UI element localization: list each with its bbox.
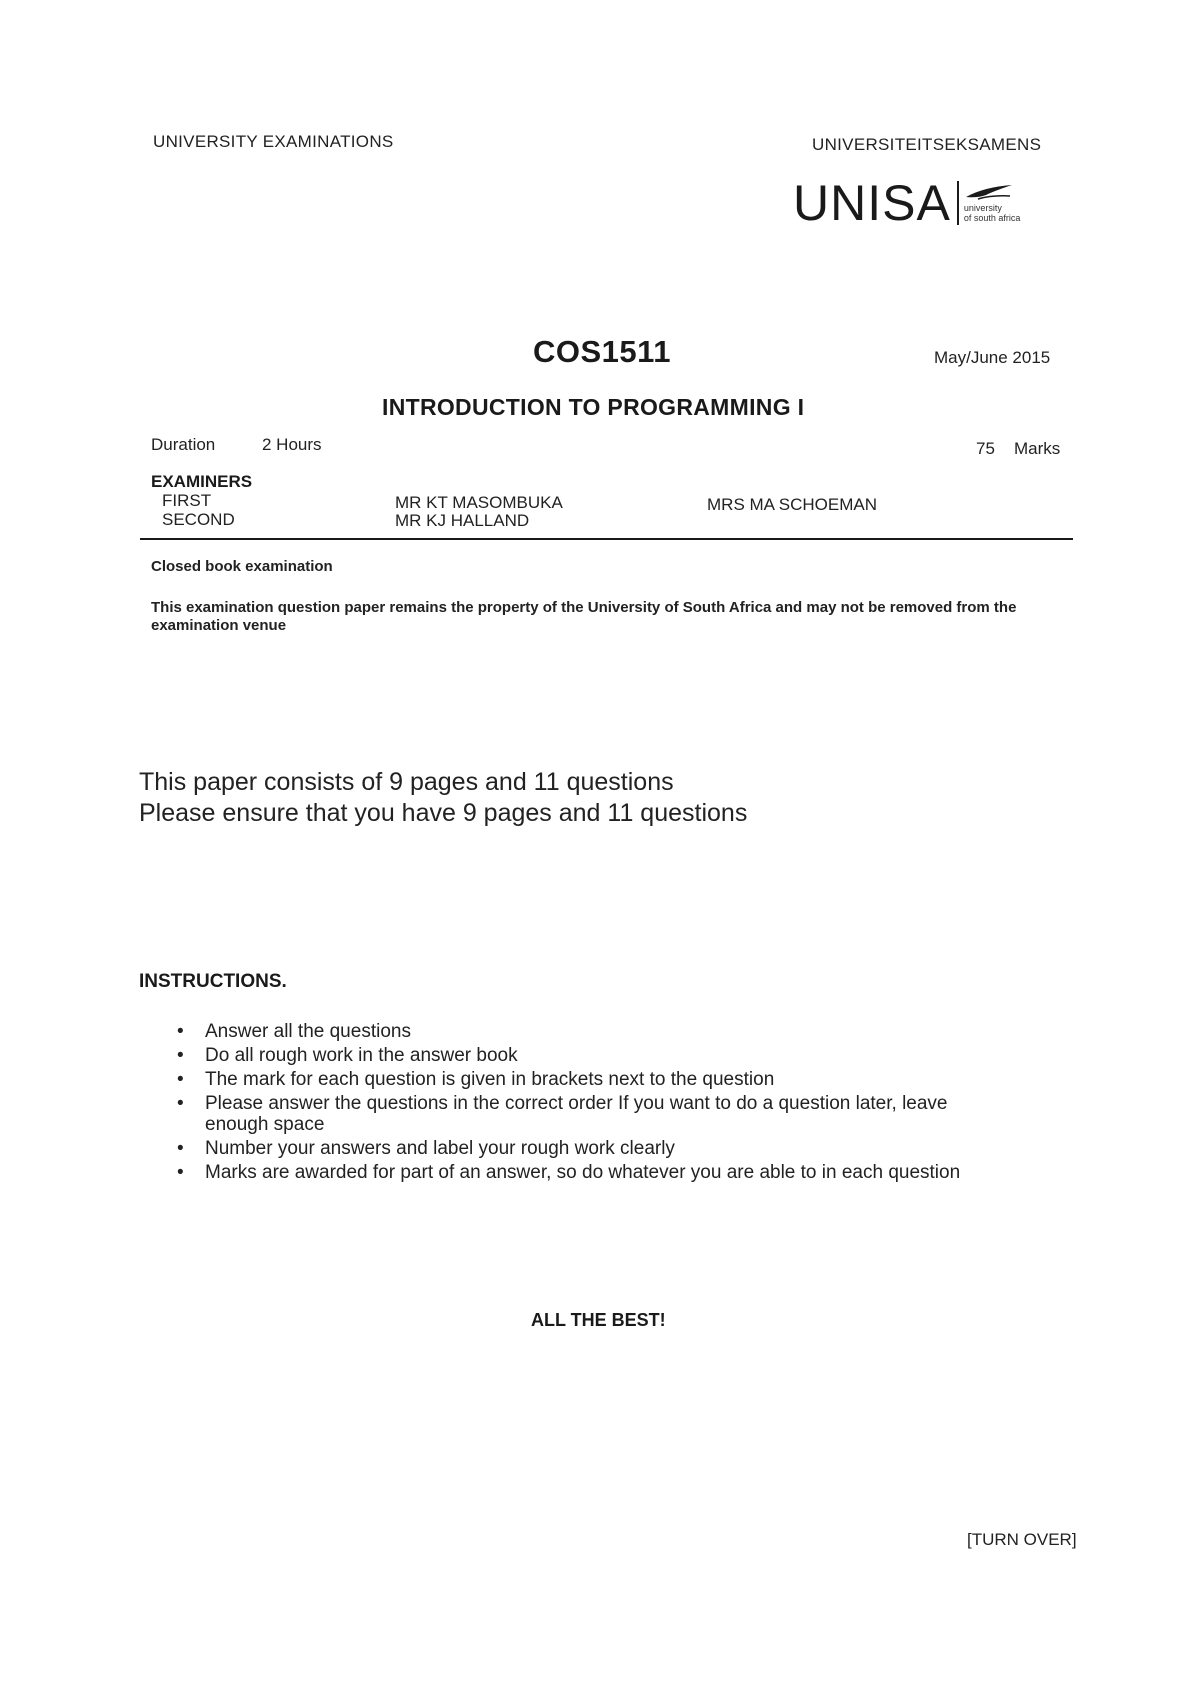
property-notice: This examination question paper remains the property of the University of South Africa and may not be removed from the examination venue [151, 599, 1017, 634]
logo-divider [957, 181, 959, 225]
examiner-second-label: SECOND [162, 510, 235, 529]
logo-line-2: of south africa [963, 213, 1021, 223]
list-item: • Marks are awarded for part of an answer, so do whatever you are able to in each question [145, 1162, 1005, 1183]
turn-over: [TURN OVER] [967, 1530, 1077, 1549]
exam-date: May/June 2015 [934, 348, 1051, 367]
examiner-second-name: MR KJ HALLAND [395, 511, 530, 530]
examiners-heading: EXAMINERS [151, 472, 253, 491]
duration-value: 2 Hours [262, 435, 322, 454]
list-item: • Answer all the questions [145, 1021, 1005, 1042]
closed-book-note: Closed book examination [151, 558, 333, 575]
list-item: • Number your answers and label your rough work clearly [145, 1138, 1005, 1159]
course-code: COS1511 [533, 334, 671, 369]
duration-label: Duration [151, 435, 216, 454]
all-the-best: ALL THE BEST! [531, 1310, 666, 1330]
logo-line-1: university [963, 203, 1002, 213]
header-universiteitseksamens: UNIVERSITEITSEKSAMENS [812, 135, 1042, 154]
unisa-logo [793, 175, 1021, 231]
subject-title: INTRODUCTION TO PROGRAMMING I [382, 394, 805, 420]
instructions-list [145, 1021, 1005, 1185]
logo-wordmark: UNISA [793, 175, 951, 231]
list-item: • Please answer the questions in the correct order If you want to do a question later, leave enough space [145, 1093, 1005, 1135]
marks-label: Marks [1014, 439, 1061, 458]
examiner-first-name-a: MR KT MASOMBUKA [395, 493, 563, 512]
examiner-first-name-b: MRS MA SCHOEMAN [707, 495, 878, 514]
marks-value: 75 [976, 439, 995, 458]
logo-bird-icon [964, 183, 1014, 203]
list-item: • The mark for each question is given in brackets next to the question [145, 1069, 1005, 1090]
header-university-examinations: UNIVERSITY EXAMINATIONS [153, 132, 394, 151]
pages-line-1: This paper consists of 9 pages and 11 questions [139, 768, 674, 796]
examiner-first-label: FIRST [162, 491, 212, 510]
instructions-title: INSTRUCTIONS. [139, 971, 287, 992]
list-item: • Do all rough work in the answer book [145, 1045, 1005, 1066]
pages-line-2: Please ensure that you have 9 pages and 11 questions [139, 799, 748, 827]
header-divider [140, 538, 1073, 540]
logo-tagline [964, 183, 1021, 223]
